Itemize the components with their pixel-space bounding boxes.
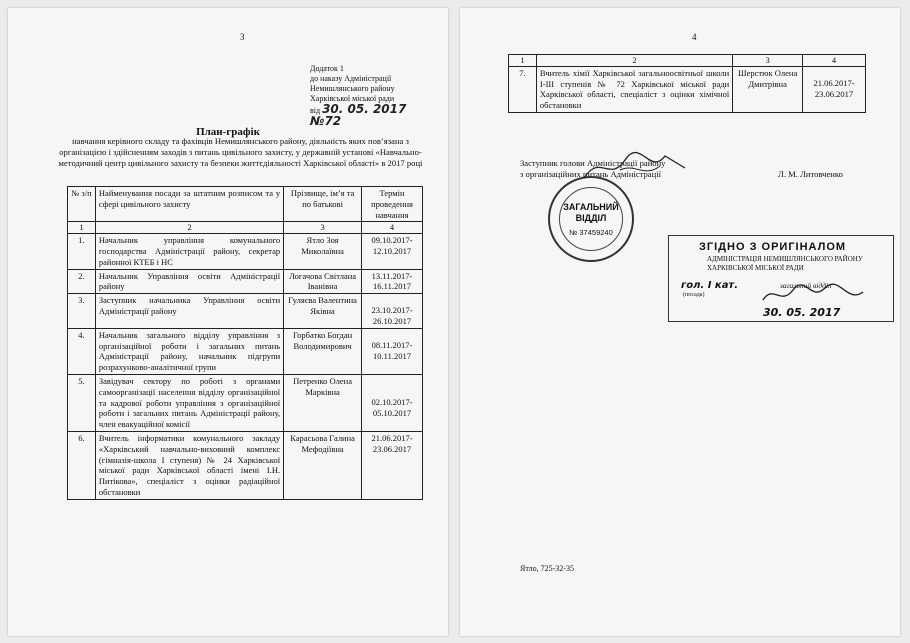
cell-num: 3. <box>68 294 96 329</box>
table-row <box>68 234 423 269</box>
cell-name: Петренко Олена Марківна <box>284 374 362 431</box>
cell-position: Начальник управління комунального господарства Адміністрації району, секретар районної КТЕБ і НС <box>95 234 283 269</box>
annex-handwritten-date: 30. 05. 2017 №72 <box>310 102 407 128</box>
table-row <box>68 431 423 499</box>
annex-block <box>310 64 440 128</box>
table-row <box>68 269 423 294</box>
cell-term: 02.10.2017- 05.10.2017 <box>362 374 423 431</box>
seal-title-line: ЗАГАЛЬНИЙ <box>563 202 619 212</box>
cell-term: 09.10.2017- 12.10.2017 <box>362 234 423 269</box>
cell-name: Ятло Зоя Миколаївна <box>284 234 362 269</box>
table-row <box>509 66 866 112</box>
cell-name: Гуляєва Валентина Яківна <box>284 294 362 329</box>
cell-term: 21.06.2017- 23.06.2017 <box>362 431 423 499</box>
schedule-table-continued <box>508 54 866 113</box>
cell-name: Логачова Світлана Іванівна <box>284 269 362 294</box>
left-page <box>8 8 448 636</box>
column-number: 4 <box>362 222 423 234</box>
annex-line: Немишлянського району <box>310 84 395 93</box>
column-number: 2 <box>95 222 283 234</box>
seal-title-line: ВІДДІЛ <box>575 213 607 223</box>
annex-date-line <box>310 104 440 128</box>
annex-line: Додаток 1 <box>310 64 344 73</box>
seal-title <box>550 202 632 224</box>
deputy-title-line: з організаційних питань Адміністрації <box>520 169 661 179</box>
cell-name: Карасьова Галина Мефодіївна <box>284 431 362 499</box>
column-number: 1 <box>509 55 537 67</box>
cell-num: 4. <box>68 328 96 374</box>
stamp-heading: ЗГІДНО З ОРИГІНАЛОМ <box>699 241 847 253</box>
header-name: Прізвище, ім’я та по батькові <box>284 187 362 222</box>
cell-num: 1. <box>68 234 96 269</box>
deputy-name: Л. М. Литовченко <box>778 169 843 179</box>
cell-position: Вчитель хімії Харківської загальноосвітньої школи І-ІІІ ступенів № 72 Харківської міської ради Харківської області, спеціаліст з оцінки хімічної обстановки <box>536 66 732 112</box>
column-number-row <box>68 222 423 234</box>
stamp-organization: АДМІНІСТРАЦІЯ НЕМИШЛЯНСЬКОГО РАЙОНУ ХАРКІВСЬКОЇ МІСЬКОЇ РАДИ <box>707 255 863 272</box>
signature-scribble <box>580 148 690 188</box>
cell-num: 5. <box>68 374 96 431</box>
certification-stamp <box>668 235 894 322</box>
header-num: № з/п <box>68 187 96 222</box>
cell-num: 2. <box>68 269 96 294</box>
table-row <box>68 294 423 329</box>
cell-position: Завідувач сектору по роботі з органами самоорганізації населення відділу організаційної та кадрової роботи управління з організаційної роботи і загальних питань Адміністрації району, член евакуаційної комісії <box>95 374 283 431</box>
column-number: 3 <box>284 222 362 234</box>
column-number: 1 <box>68 222 96 234</box>
document-intro: навчання керівного складу та фахівців Немишлянського району, діяльність яких пов’язана з організацією і здійсненням заходів з питань цивільного захисту, у державній установі «Навчально-методичний центр цивільного захисту та безпеки життєдіяльності Харківської області» в 2017 році <box>58 136 423 168</box>
cell-position: Вчитель інформатики комунального закладу «Харківський навчально-виховний комплекс (гімназія-школа І ступеня) № 24 Харківської міської ради Харківської області імені І.Н. Питікова», спеціаліст з оцінки радіаційної обстановки <box>95 431 283 499</box>
annex-date-prefix: від <box>310 106 321 115</box>
cell-num: 6. <box>68 431 96 499</box>
stamp-signature-scribble <box>759 282 869 308</box>
header-term: Термін проведення навчання <box>362 187 423 222</box>
deputy-title-line: Заступник голови Адміністрації району <box>520 158 666 168</box>
stamp-role-text: загальний відділ <box>779 281 832 290</box>
column-number: 4 <box>803 55 866 67</box>
cell-term: 23.10.2017- 26.10.2017 <box>362 294 423 329</box>
cell-position: Заступник начальника Управління освіти Адміністрації району <box>95 294 283 329</box>
table-row <box>68 328 423 374</box>
header-position: Найменування посади за штатним розписом та у сфері цивільного захисту <box>95 187 283 222</box>
document-title: План-графік <box>196 126 260 138</box>
cell-term: 08.11.2017- 10.11.2017 <box>362 328 423 374</box>
annex-line: Харківської міської ради <box>310 94 395 103</box>
cell-name: Шерстюк Олена Дмитрівна <box>733 66 803 112</box>
cell-num: 7. <box>509 66 537 112</box>
official-seal <box>548 176 634 262</box>
cell-term: 21.06.2017- 23.06.2017 <box>803 66 866 112</box>
page-number: 4 <box>692 32 697 42</box>
cell-position: Начальник Управління освіти Адміністрації району <box>95 269 283 294</box>
table-header-row <box>68 187 423 222</box>
schedule-table <box>67 186 423 500</box>
table-row <box>68 374 423 431</box>
stamp-date: 30. 05. 2017 <box>763 306 841 319</box>
column-number: 2 <box>536 55 732 67</box>
page-number: 3 <box>240 32 245 42</box>
cell-name: Горбатко Богдан Володимирович <box>284 328 362 374</box>
right-page <box>460 8 900 636</box>
stamp-posada: (посада) <box>683 292 705 298</box>
annex-line: до наказу Адміністрації <box>310 74 392 83</box>
executor-footer: Ятло, 725-32-35 <box>520 564 574 573</box>
cell-position: Начальник загального відділу управління з організаційної роботи і загальних питань Адміністрації району, начальник підгрупи розрахунково-аналітичної групи <box>95 328 283 374</box>
seal-code: № 37459240 <box>569 228 613 237</box>
column-number-row <box>509 55 866 67</box>
column-number: 3 <box>733 55 803 67</box>
cell-term: 13.11.2017- 16.11.2017 <box>362 269 423 294</box>
stamp-handwritten-role: гол. І кат. <box>681 280 739 291</box>
